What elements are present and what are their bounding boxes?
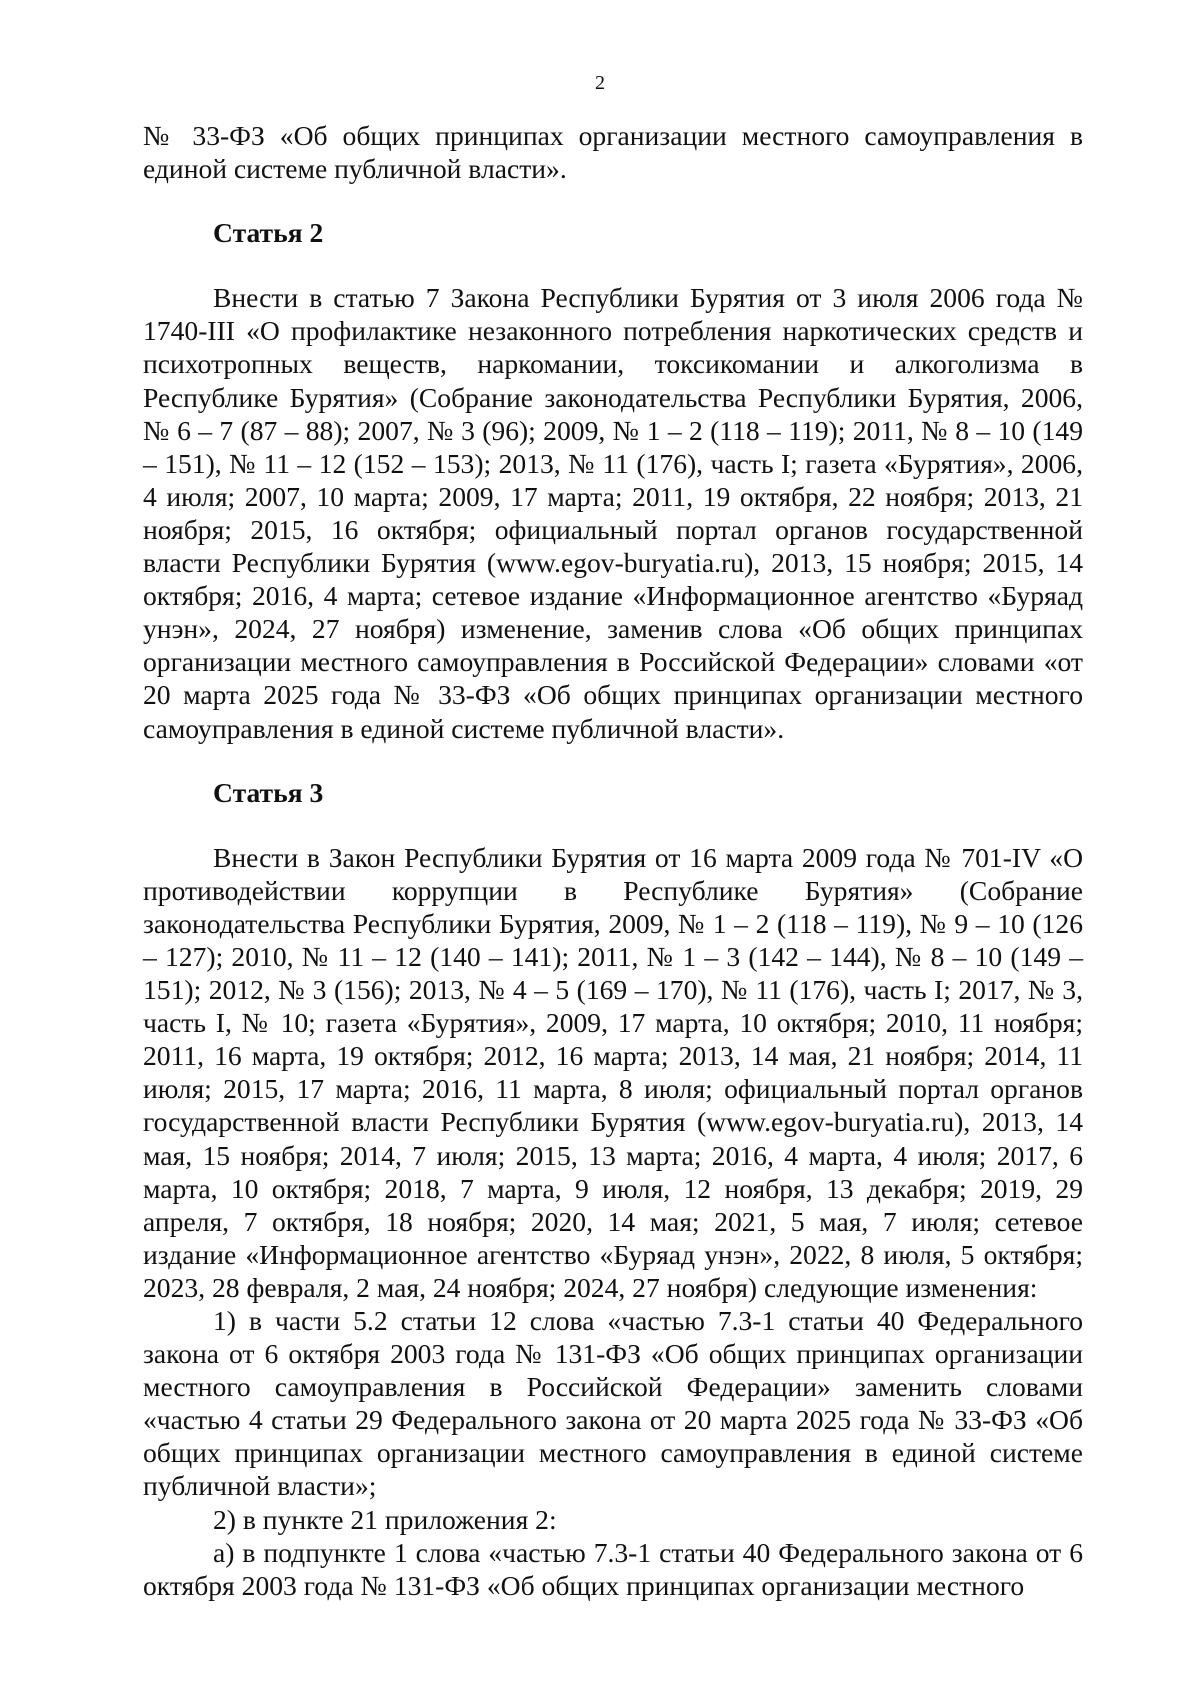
page-number: 2 xyxy=(595,72,605,94)
article-2-heading: Статья 2 xyxy=(213,217,324,249)
article-3-item-2: 2) в пункте 21 приложения 2: xyxy=(213,1503,557,1535)
article-2-paragraph: Внести в статью 7 Закона Республики Бурятия от 3 июля 2006 года № 1740-III «О профилактике незаконного потребления наркотических средств и психотропных веществ, наркомании, токсикомании и алкоголизма в Республике Бурятия» (Собрание законодательства Республики Бурятия, 2006, № 6 – 7 (87 – 88); 2007, № 3 (96); 2009, № 1 – 2 (118 – 119); 2011, № 8 – 10 (149 – 151), № 11 – 12 (152 – 153); 2013, № 11 (176), часть I; газета «Бурятия», 2006, 4 июля; 2007, 10 марта; 2009, 17 марта; 2011, 19 октября, 22 ноября; 2013, 21 ноября; 2015, 16 октября; официальный портал органов государственной власти Республики Бурятия (www.egov-buryatia.ru), 2013, 15 ноября; 2015, 14 октября; 2016, 4 марта; сетевое издание «Информационное агентство «Буряад унэн», 2024, 27 ноября) изменение, заменив слова «Об общих принципах организации местного самоуправления в Российской Федерации» словами «от 20 марта 2025 года № 33-ФЗ «Об общих принципах организации местного самоуправления в единой системе публичной власти». xyxy=(143,282,1083,744)
article-3-paragraph: Внести в Закон Республики Бурятия от 16 марта 2009 года № 701-IV «О противодействии коррупции в Республике Бурятия» (Собрание законодательства Республики Бурятия, 2009, № 1 – 2 (118 – 119), № 9 – 10 (126 – 127); 2010, № 11 – 12 (140 – 141); 2011, № 1 – 3 (142 – 144), № 8 – 10 (149 – 151); 2012, № 3 (156); 2013, № 4 – 5 (169 – 170), № 11 (176), часть I; 2017, № 3, часть I, № 10; газета «Бурятия», 2009, 17 марта, 10 октября; 2010, 11 ноября; 2011, 16 марта, 19 октября; 2012, 16 марта; 2013, 14 мая, 21 ноября; 2014, 11 июля; 2015, 17 марта; 2016, 11 марта, 8 июля; официальный портал органов государственной власти Республики Бурятия (www.egov-buryatia.ru), 2013, 14 мая, 15 ноября; 2014, 7 июля; 2015, 13 марта; 2016, 4 марта, 4 июля; 2017, 6 марта, 10 октября; 2018, 7 марта, 9 июля, 12 ноября, 13 декабря; 2019, 29 апреля, 7 октября, 18 ноября; 2020, 14 мая; 2021, 5 мая, 7 июля; сетевое издание «Информационное агентство «Буряад унэн», 2022, 8 июля, 5 октября; 2023, 28 февраля, 2 мая, 24 ноября; 2024, 27 ноября) следующие изменения: xyxy=(143,841,1083,1303)
article-3-heading: Статья 3 xyxy=(213,776,324,808)
article-3-item-1: 1) в части 5.2 статьи 12 слова «частью 7.3-1 статьи 40 Федерального закона от 6 октября 2003 года № 131-ФЗ «Об общих принципах организации местного самоуправления в Российской Федерации» заменить словами «частью 4 статьи 29 Федерального закона от 20 марта 2025 года № 33-ФЗ «Об общих принципах организации местного самоуправления в единой системе публичной власти»; xyxy=(143,1305,1083,1502)
document-body xyxy=(143,119,1083,1602)
article-3-item-2a: а) в подпункте 1 слова «частью 7.3-1 статьи 40 Федерального закона от 6 октября 2003 года № 131-ФЗ «Об общих принципах организации местного xyxy=(143,1536,1083,1601)
continuation-paragraph: № 33-ФЗ «Об общих принципах организации местного самоуправления в единой системе публичной власти». xyxy=(143,120,1083,185)
